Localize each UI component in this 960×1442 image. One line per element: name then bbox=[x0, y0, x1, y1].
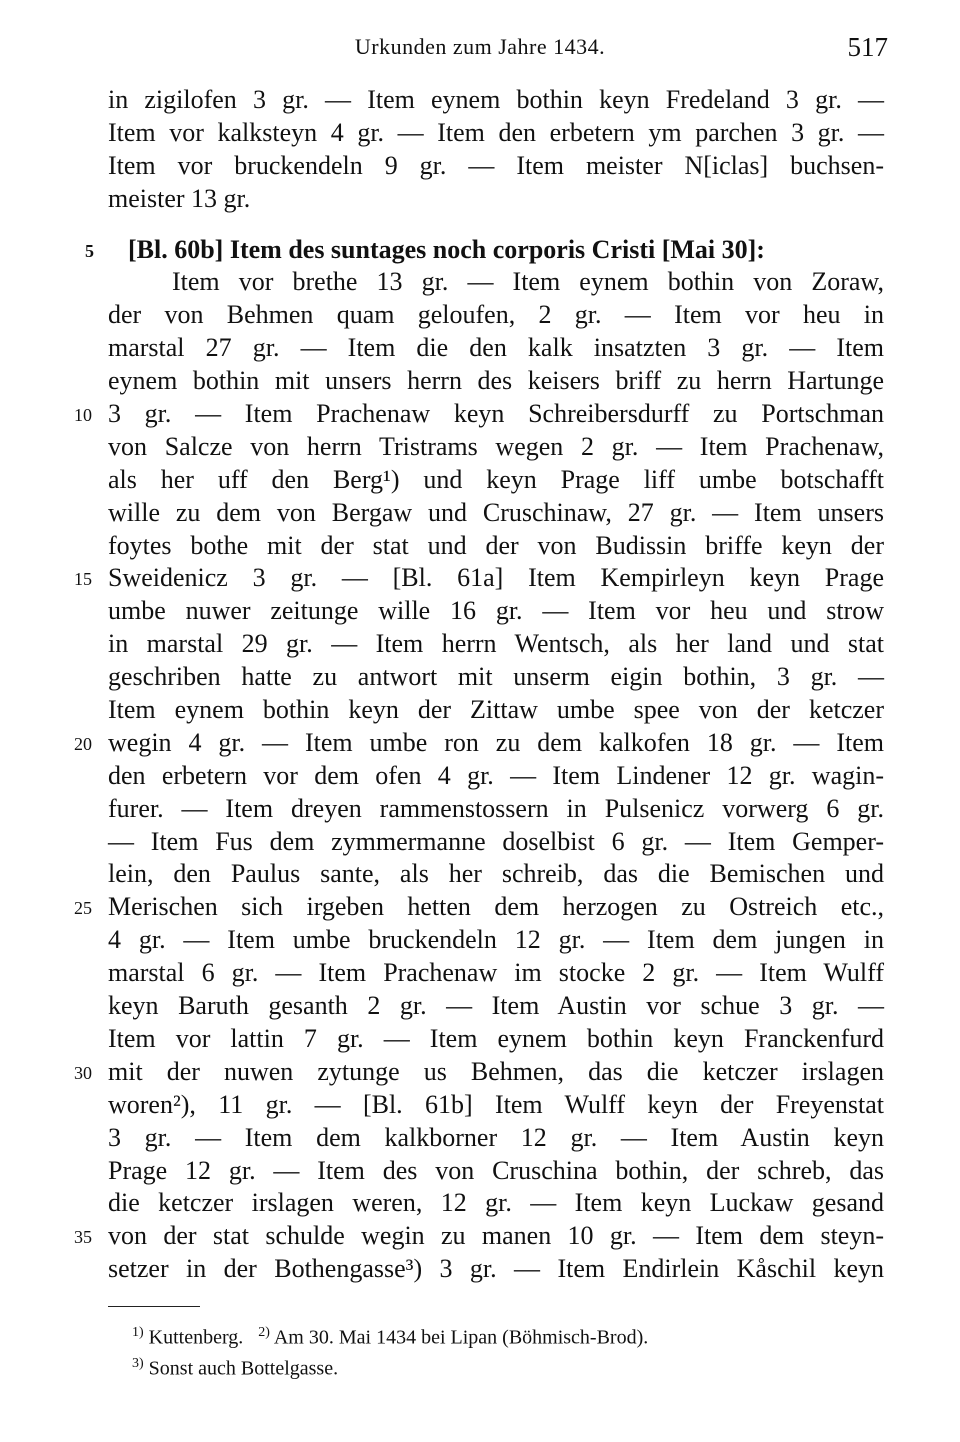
running-title: Urkunden zum Jahre 1434. bbox=[354, 34, 606, 59]
text-line: foytes bothe mit der stat und der von Budissin briffe keyn der bbox=[108, 530, 884, 560]
footnote-marker: 1) bbox=[132, 1325, 144, 1340]
text-line: furer. — Item dreyen rammenstossern in Pulsenicz vorwerg 6 gr. bbox=[108, 793, 884, 823]
text-line: 25 Merischen sich irgeben hetten dem herzogen zu Ostreich etc., bbox=[108, 891, 884, 924]
section-heading-line: 5 [Bl. 60b] Item des suntages noch corporis Cristi [Mai 30]: bbox=[108, 234, 884, 267]
text-line: als her uff den Berg¹) und keyn Prage liff umbe botschafft bbox=[108, 464, 884, 494]
line-number: 10 bbox=[74, 405, 92, 426]
text-line: 35 von der stat schulde wegin zu manen 10 gr. — Item dem steyn- bbox=[108, 1220, 884, 1253]
text-line: 3 gr. — Item dem kalkborner 12 gr. — Item Austin keyn bbox=[108, 1122, 884, 1152]
text-line: die ketczer irslagen weren, 12 gr. — Item keyn Luckaw gesand bbox=[108, 1188, 884, 1218]
footnote-text: Am 30. Mai 1434 bei Lipan (Böhmisch-Brod). bbox=[273, 1326, 649, 1349]
text-line: marstal 6 gr. — Item Prachenaw im stocke 2 gr. — Item Wulff bbox=[108, 958, 884, 988]
text-line: den erbetern vor dem ofen 4 gr. — Item Lindener 12 gr. wagin- bbox=[108, 760, 884, 790]
text-line: 20 wegin 4 gr. — Item umbe ron zu dem kalkofen 18 gr. — Item bbox=[108, 727, 884, 760]
line-number: 25 bbox=[74, 898, 92, 919]
text-line: 15 Sweidenicz 3 gr. — [Bl. 61a] Item Kempirleyn keyn Prage bbox=[108, 562, 884, 595]
text-line: 4 gr. — Item umbe bruckendeln 12 gr. — Item dem jungen in bbox=[108, 925, 884, 955]
text-line: Item vor bruckendeln 9 gr. — Item meister N[iclas] buchsen- bbox=[108, 150, 884, 180]
text-line: 30 mit der nuwen zytunge us Behmen, das die ketczer irslagen bbox=[108, 1056, 884, 1089]
line-number: 30 bbox=[74, 1062, 92, 1083]
text-line: 10 3 gr. — Item Prachenaw keyn Schreibersdurff zu Portschman bbox=[108, 398, 884, 431]
text-line: umbe nuwer zeitunge wille 16 gr. — Item vor heu und strow bbox=[108, 596, 884, 626]
text-line: woren²), 11 gr. — [Bl. 61b] Item Wulff keyn der Freyenstat bbox=[108, 1089, 884, 1119]
text-line: von Salcze von herrn Tristrams wegen 2 gr. — Item Prachenaw, bbox=[108, 431, 884, 461]
text-line: Item eynem bothin keyn der Zittaw umbe spee von der ketczer bbox=[108, 695, 884, 725]
text-line: meister 13 gr. bbox=[108, 183, 251, 213]
footnotes bbox=[132, 1320, 892, 1381]
text-line: Item vor lattin 7 gr. — Item eynem bothin keyn Franckenfurd bbox=[108, 1023, 884, 1053]
footnote-line bbox=[132, 1320, 892, 1351]
footnote-text: Sonst auch Bottelgasse. bbox=[148, 1357, 339, 1380]
text-line: lein, den Paulus sante, als her schreib, das die Bemischen und bbox=[108, 859, 884, 889]
footnote-marker: 2) bbox=[258, 1325, 270, 1340]
footnote-text: Kuttenberg. bbox=[148, 1326, 244, 1349]
text-line: Prage 12 gr. — Item des von Cruschina bothin, der schreb, das bbox=[108, 1155, 884, 1185]
footnote-line bbox=[132, 1351, 892, 1382]
line-number: 15 bbox=[74, 569, 92, 590]
page-header bbox=[0, 32, 960, 68]
text-line: Item vor brethe 13 gr. — Item eynem bothin von Zoraw, bbox=[172, 267, 884, 297]
text-line: keyn Baruth gesanth 2 gr. — Item Austin vor schue 3 gr. — bbox=[108, 991, 884, 1021]
text-line: in zigilofen 3 gr. — Item eynem bothin keyn Fredeland 3 gr. — bbox=[108, 85, 884, 114]
line-number: 5 bbox=[85, 240, 94, 261]
footnote-marker: 3) bbox=[132, 1355, 144, 1371]
text-line: der von Behmen quam geloufen, 2 gr. — Item vor heu in bbox=[108, 300, 884, 330]
paragraph-gap bbox=[108, 216, 884, 234]
text-line: eynem bothin mit unsers herrn des keisers briff zu herrn Hartunge bbox=[108, 366, 884, 396]
line-number: 35 bbox=[74, 1227, 92, 1248]
text-line: — Item Fus dem zymmermanne doselbist 6 gr. — Item Gemper- bbox=[108, 826, 884, 856]
text-line: geschriben hatte zu antwort mit unserm eigin bothin, 3 gr. — bbox=[108, 662, 884, 692]
text-line: setzer in der Bothengasse³) 3 gr. — Item Endirlein Kåschil keyn bbox=[108, 1254, 884, 1284]
text-line: Item vor kalksteyn 4 gr. — Item den erbetern ym parchen 3 gr. — bbox=[108, 117, 884, 147]
text-line: wille zu dem von Bergaw und Cruschinaw, 27 gr. — Item unsers bbox=[108, 497, 884, 527]
page-number: 517 bbox=[847, 32, 888, 62]
line-number: 20 bbox=[74, 733, 92, 754]
text-line: in marstal 29 gr. — Item herrn Wentsch, als her land und stat bbox=[108, 629, 884, 659]
document-body bbox=[74, 84, 884, 1286]
text-line: marstal 27 gr. — Item die den kalk insatzten 3 gr. — Item bbox=[108, 333, 884, 363]
footnote-divider bbox=[108, 1306, 200, 1307]
